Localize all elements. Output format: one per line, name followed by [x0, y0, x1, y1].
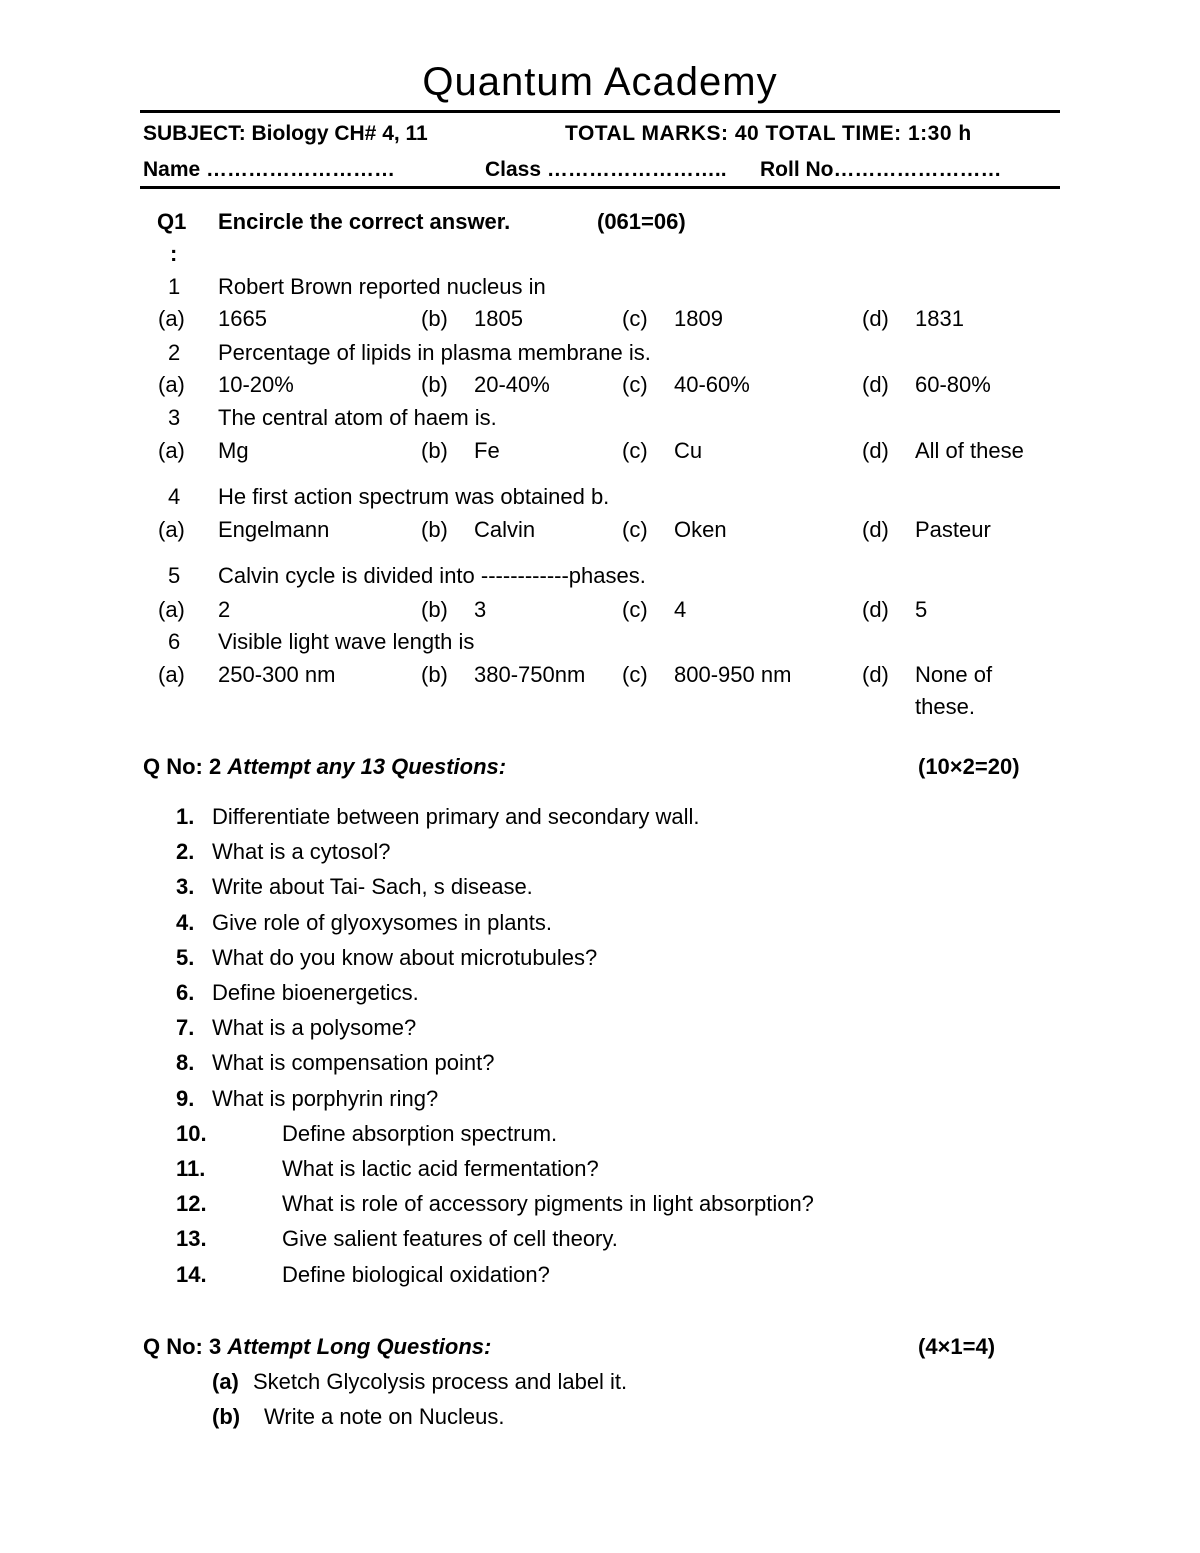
mcq-option-text: Cu: [674, 438, 703, 463]
subject-label: SUBJECT: Biology CH# 4, 11: [143, 122, 428, 145]
long-question-key: (a): [212, 1369, 239, 1394]
mcq-option-text: 1665: [218, 306, 267, 331]
long-question-key: (b): [212, 1404, 241, 1429]
short-question-number: 8.: [176, 1050, 195, 1076]
short-question-number: 4.: [176, 909, 195, 935]
mcq-option-key: (b): [421, 662, 448, 687]
short-question-text: What is compensation point?: [212, 1050, 495, 1076]
short-question-text: Give role of glyoxysomes in plants.: [212, 909, 552, 935]
q1-colon: :: [170, 241, 178, 266]
mcq-number: 2: [168, 340, 181, 365]
header-top-rule: [140, 110, 1060, 113]
header-bottom-rule: [140, 186, 1060, 189]
q2-label: Q No: 2: [143, 754, 222, 779]
name-field: Name ………………………: [143, 158, 396, 181]
marks-time-label: TOTAL MARKS: 40 TOTAL TIME: 1:30 h: [565, 122, 972, 145]
short-question-number: 10.: [176, 1120, 207, 1146]
mcq-option-text: 800-950 nm: [674, 662, 792, 687]
short-question-number: 11.: [176, 1156, 206, 1181]
short-question-text: What is role of accessory pigments in light absorption?: [282, 1191, 814, 1217]
mcq-option-key: (a): [158, 438, 185, 463]
mcq-question-text: Robert Brown reported nucleus in: [218, 274, 546, 299]
mcq-option-text: 40-60%: [674, 372, 750, 397]
q3-instruction: Attempt Long Questions:: [227, 1334, 492, 1359]
page-title: Quantum Academy: [422, 60, 778, 104]
mcq-option-text: Oken: [674, 517, 727, 542]
mcq-option-text: 1805: [474, 306, 523, 331]
mcq-option-text: 3: [474, 597, 487, 622]
short-question-text: What do you know about microtubules?: [212, 944, 598, 970]
mcq-number: 5: [168, 563, 181, 588]
mcq-option-key: (a): [158, 662, 185, 687]
mcq-option-key: (d): [862, 597, 889, 622]
short-question-number: 6.: [176, 980, 195, 1005]
mcq-option-key: (c): [622, 306, 648, 331]
short-question-text: Define bioenergetics.: [212, 980, 419, 1005]
long-question-text: Write a note on Nucleus.: [264, 1404, 505, 1429]
mcq-option-key: (b): [421, 306, 448, 331]
short-question-text: What is a cytosol?: [212, 839, 391, 865]
mcq-option-text: Pasteur: [915, 517, 991, 542]
mcq-option-key: (c): [622, 438, 648, 463]
mcq-option-text: All of these: [915, 438, 1024, 463]
short-question-text: What is a polysome?: [212, 1015, 417, 1041]
mcq-option-key: (c): [622, 662, 648, 687]
q2-instruction: Attempt any 13 Questions:: [227, 754, 507, 779]
mcq-number: 1: [168, 274, 181, 299]
mcq-option-key: (b): [421, 517, 448, 542]
short-question-number: 2.: [176, 839, 195, 865]
short-question-number: 9.: [176, 1085, 195, 1111]
mcq-number: 4: [168, 484, 181, 509]
short-question-text: Give salient features of cell theory.: [282, 1226, 618, 1252]
short-question-number: 13.: [176, 1226, 207, 1252]
q3-heading: [143, 1333, 491, 1361]
q1-instruction: Encircle the correct answer.: [218, 209, 511, 234]
mcq-option-key: (a): [158, 597, 185, 622]
mcq-option-key: (a): [158, 306, 185, 331]
mcq-option-text: 2: [218, 597, 231, 622]
short-question-text: What is lactic acid fermentation?: [282, 1156, 599, 1181]
mcq-number: 6: [168, 629, 181, 654]
mcq-option-text: 60-80%: [915, 372, 991, 397]
mcq-option-text: 1831: [915, 306, 964, 331]
mcq-option-key: (d): [862, 662, 889, 687]
roll-field: Roll No……………………: [760, 158, 1002, 181]
q3-label: Q No: 3: [143, 1334, 222, 1359]
short-question-text: Define biological oxidation?: [282, 1261, 550, 1287]
mcq-option-key: (d): [862, 438, 889, 463]
mcq-option-text: Fe: [474, 438, 500, 463]
mcq-option-key: (d): [862, 372, 889, 397]
mcq-option-text: Mg: [218, 438, 249, 463]
q1-marks: (061=06): [597, 209, 686, 234]
mcq-option-key: (a): [158, 372, 185, 397]
mcq-option-key: (b): [421, 438, 448, 463]
mcq-option-key: (d): [862, 517, 889, 542]
mcq-option-text: 380-750nm: [474, 662, 586, 687]
mcq-option-text: 250-300 nm: [218, 662, 336, 687]
mcq-option-text: 10-20%: [218, 372, 294, 397]
mcq-number: 3: [168, 405, 181, 430]
mcq-question-text: The central atom of haem is.: [218, 405, 497, 430]
short-question-text: Differentiate between primary and secondary wall.: [212, 804, 700, 829]
short-question-number: 5.: [176, 944, 195, 970]
short-question-number: 3.: [176, 874, 195, 900]
mcq-option-text: 5: [915, 597, 928, 622]
mcq-option-key: (b): [421, 372, 448, 397]
mcq-option-text: None of: [915, 662, 993, 687]
mcq-option-key: (c): [622, 372, 648, 397]
mcq-option-continuation: these.: [915, 694, 975, 719]
q2-heading: [143, 753, 506, 781]
short-question-number: 12.: [176, 1191, 207, 1217]
mcq-option-text: 1809: [674, 306, 723, 331]
mcq-question-text: Calvin cycle is divided into ------------phases.: [218, 563, 646, 588]
short-question-number: 1.: [176, 804, 195, 829]
q3-marks: (4×1=4): [918, 1334, 996, 1359]
mcq-option-key: (a): [158, 517, 185, 542]
mcq-option-text: Calvin: [474, 517, 536, 542]
mcq-question-text: Visible light wave length is: [218, 629, 475, 654]
mcq-option-key: (c): [622, 597, 648, 622]
mcq-option-key: (c): [622, 517, 648, 542]
short-question-number: 14.: [176, 1261, 207, 1287]
mcq-option-key: (d): [862, 306, 889, 331]
mcq-option-text: 20-40%: [474, 372, 550, 397]
q2-marks: (10×2=20): [918, 754, 1020, 779]
mcq-question-text: Percentage of lipids in plasma membrane is.: [218, 340, 651, 365]
mcq-question-text: He first action spectrum was obtained b.: [218, 484, 610, 509]
short-question-text: What is porphyrin ring?: [212, 1085, 439, 1111]
mcq-option-key: (b): [421, 597, 448, 622]
mcq-option-text: Engelmann: [218, 517, 330, 542]
mcq-option-text: 4: [674, 597, 687, 622]
short-question-number: 7.: [176, 1015, 195, 1041]
q1-label: Q1: [157, 209, 187, 234]
short-question-text: Define absorption spectrum.: [282, 1120, 558, 1146]
short-question-text: Write about Tai- Sach, s disease.: [212, 874, 533, 900]
long-question-text: Sketch Glycolysis process and label it.: [253, 1369, 628, 1394]
class-field: Class ……………………..: [485, 158, 727, 181]
